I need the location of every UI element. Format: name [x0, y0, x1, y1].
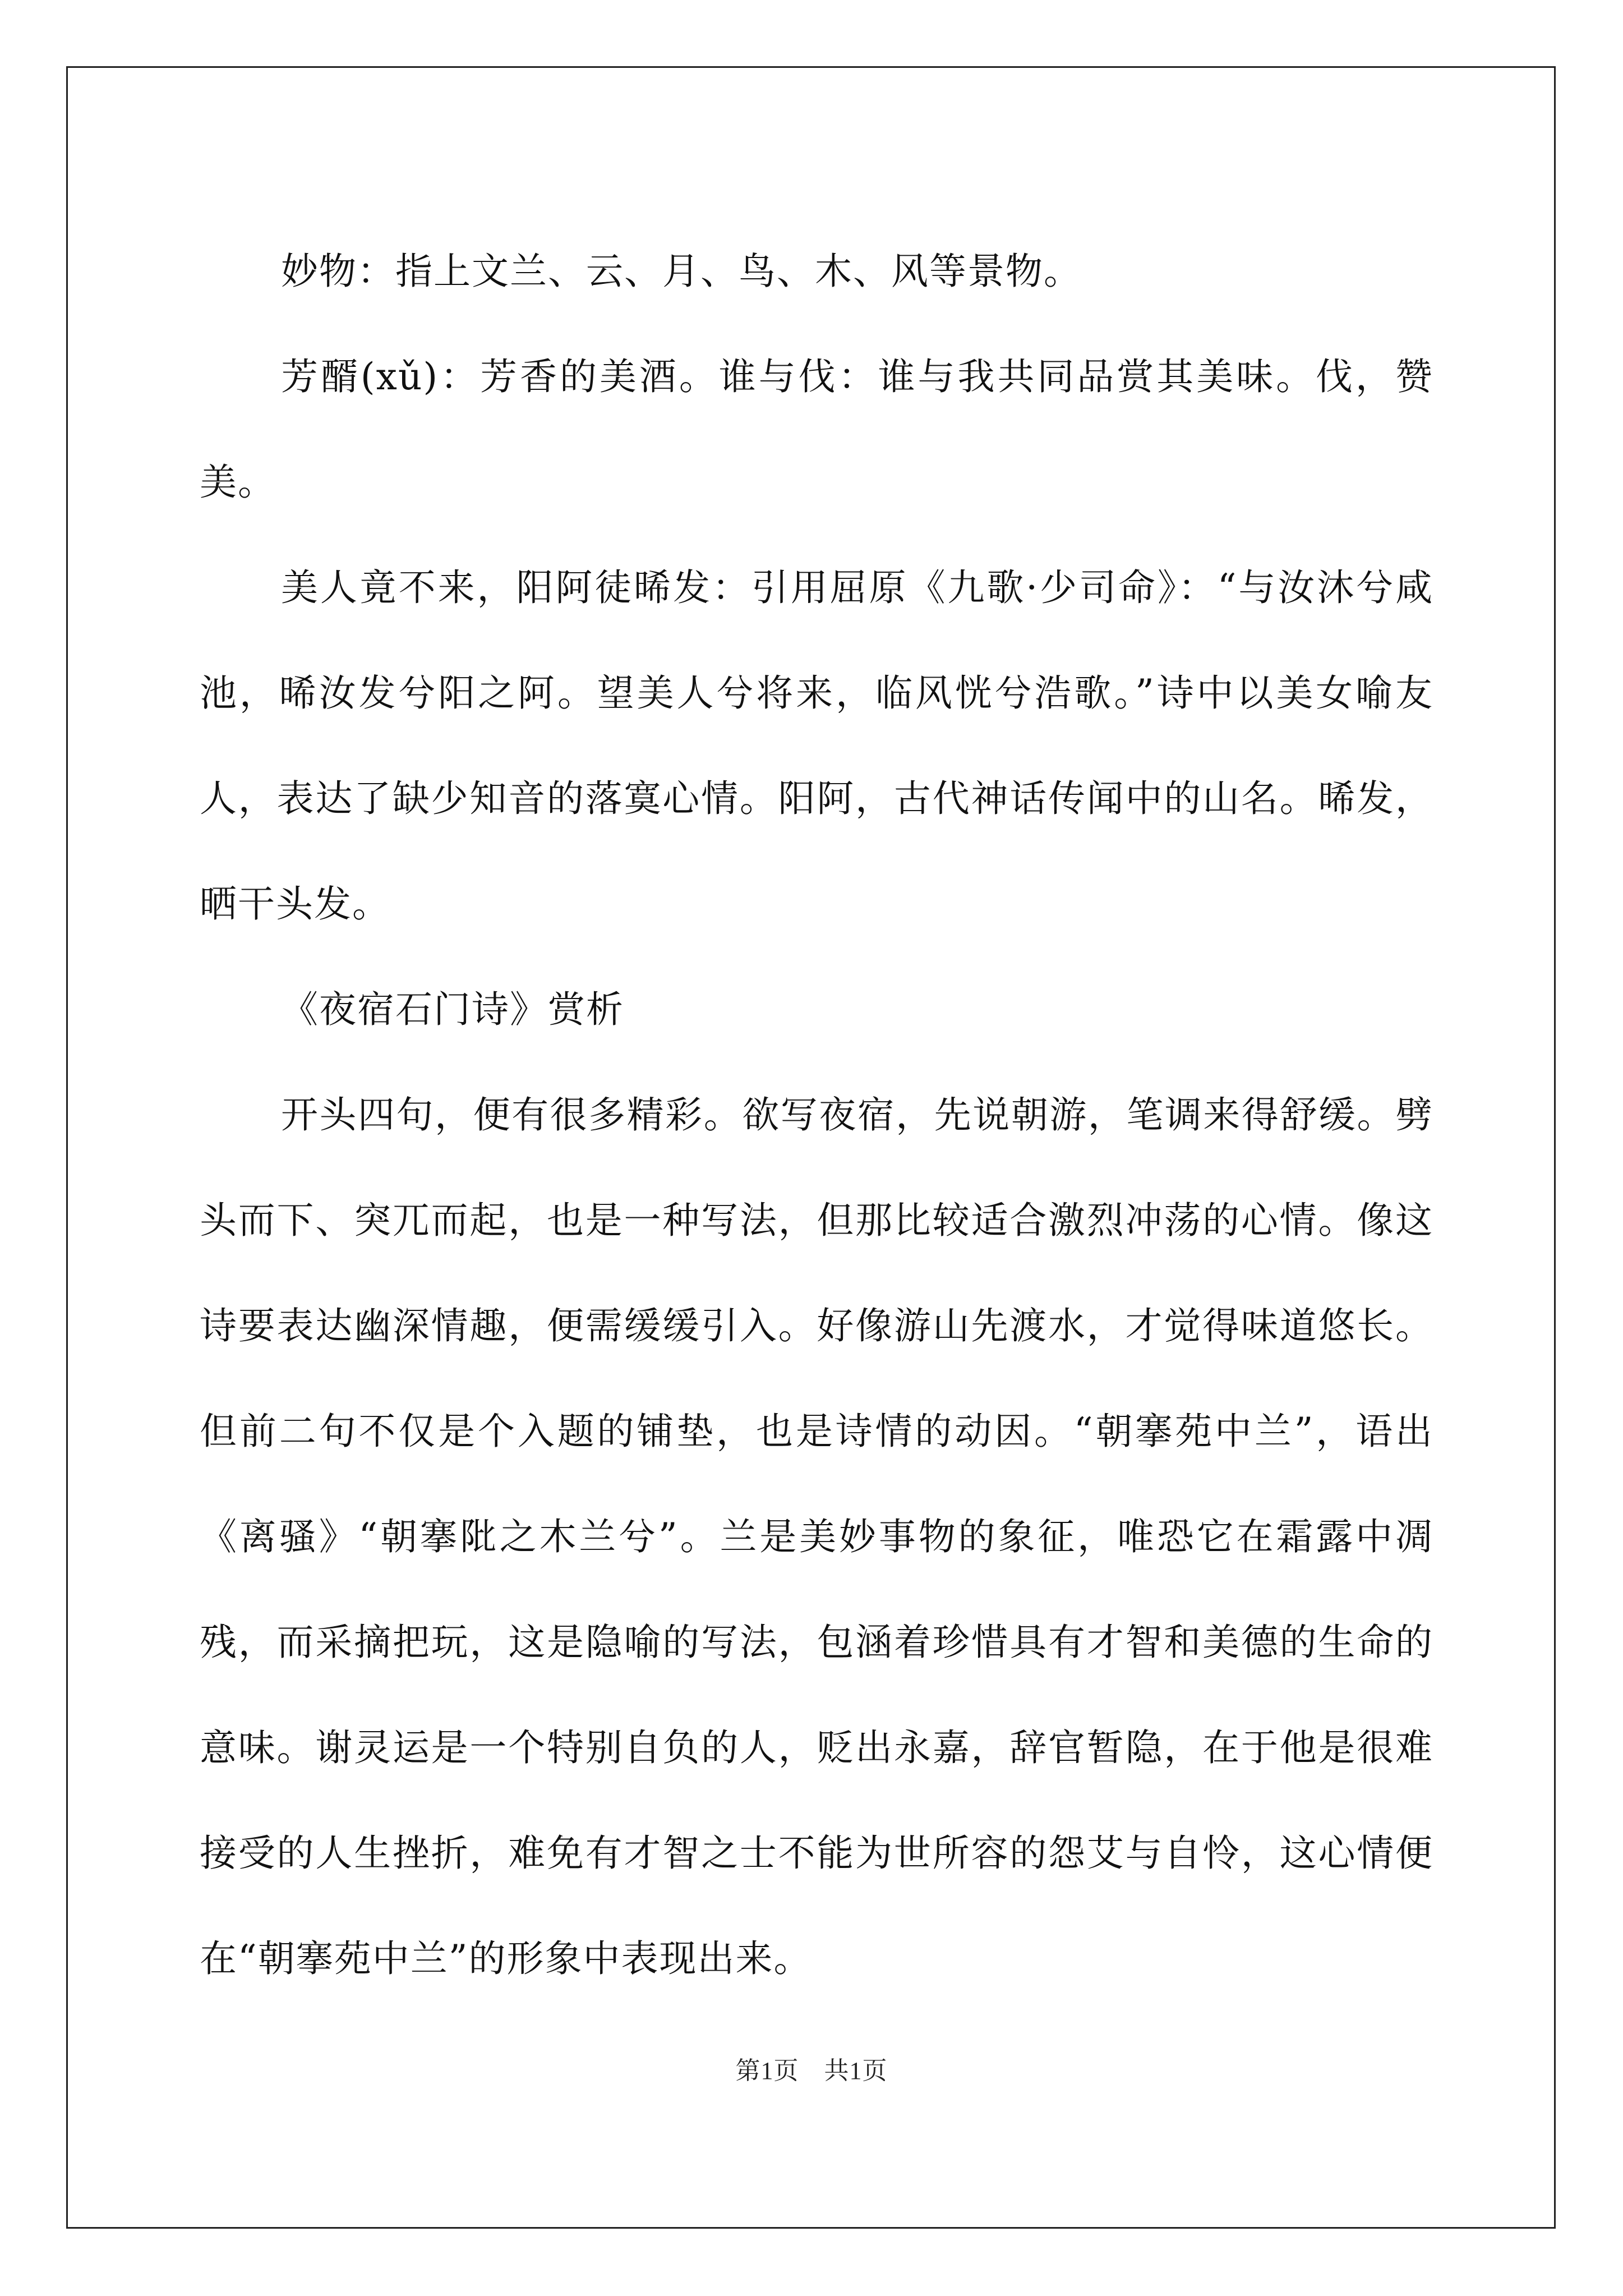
page-footer: 第1页 共1页 — [735, 2057, 888, 2085]
paragraph-miaowu: 妙物：指上文兰、云、月、鸟、木、风等景物。 — [281, 250, 1082, 293]
document-body — [200, 219, 1433, 2012]
paragraph-fangxu: 芳醑(xǔ)：芳香的美酒。谁与伐：谁与我共同品赏其美味。伐，赞美。 — [200, 355, 1433, 504]
section-title: 《夜宿石门诗》赏析 — [281, 988, 624, 1031]
paragraph-analysis: 开头四句，便有很多精彩。欲写夜宿，先说朝游，笔调来得舒缓。劈头而下、突兀而起，也是一种写法，但那比较适合激烈冲荡的心情。像这诗要表达幽深情趣，便需缓缓引入。好像游山先渡水，才觉得味道悠长。但前二句不仅是个入题的铺垫，也是诗情的动因。“朝搴苑中兰”，语出《离骚》“朝搴阰之木兰兮”。兰是美妙事物的象征，唯恐它在霜露中凋残，而采摘把玩，这是隐喻的写法，包涵着珍惜具有才智和美德的生命的意味。谢灵运是一个特别自负的人，贬出永嘉，辞官暂隐，在于他是很难接受的人生挫折，难免有才智之士不能为世所容的怨艾与自怜，这心情便在“朝搴苑中兰”的形象中表现出来。 — [200, 1093, 1433, 1980]
paragraph-meiren: 美人竟不来，阳阿徒晞发：引用屈原《九歌·少司命》：“与汝沐兮咸池，晞汝发兮阳之阿。望美人兮将来，临风恍兮浩歌。”诗中以美女喻友人，表达了缺少知音的落寞心情。阳阿，古代神话传闻中的山名。晞发，晒干头发。 — [200, 566, 1433, 926]
